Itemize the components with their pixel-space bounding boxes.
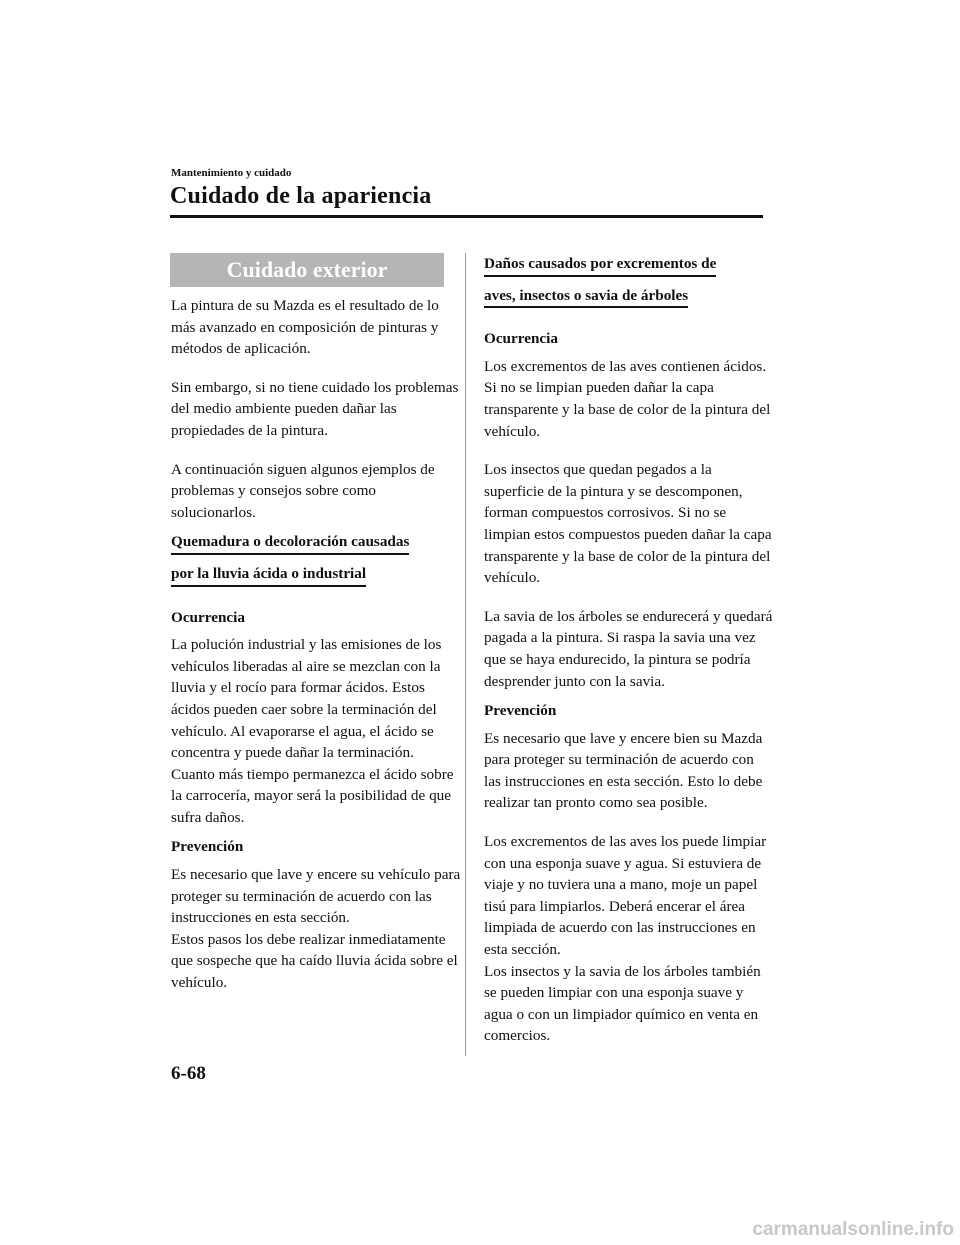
acid-rain-occurrence-text-1: La polución industrial y las emisiones de los vehículos liberadas al aire se mezclan con la lluvia y el rocío para formar ácidos. Estos ácidos pueden caer sobre la terminación del vehículo. Al evaporarse el agua, el ácido se concentra y puede dañar la terminación. xyxy=(171,636,442,762)
intro-paragraph-2: Sin embargo, si no tiene cuidado los problemas del medio ambiente pueden dañar las propiedades de la pintura. xyxy=(171,378,459,439)
acid-rain-occurrence-text-2: Cuanto más tiempo permanezca el ácido sobre la carrocería, mayor será la posibilidad de que sufra daños. xyxy=(171,765,454,826)
page-number: 6-68 xyxy=(171,1063,206,1084)
droppings-occurrence-paragraph-3: La savia de los árboles se endurecerá y quedará pagada a la pintura. Si raspa la savia una vez que se haya endurecido, la pintura se podría desprender junto con la savia. xyxy=(484,607,773,690)
droppings-prevention-text-3: Los insectos y la savia de los árboles también se pueden limpiar con una esponja suave y agua o con un limpiador químico en venta en comercios. xyxy=(484,962,761,1045)
droppings-heading xyxy=(484,253,774,316)
acid-rain-occurrence-label: Ocurrencia xyxy=(171,608,245,626)
acid-rain-prevention-label: Prevención xyxy=(171,838,244,856)
section-banner: Cuidado exterior xyxy=(170,253,444,287)
droppings-heading-line-1: Daños causados por excrementos de xyxy=(484,253,716,277)
droppings-occurrence-label: Ocurrencia xyxy=(484,330,558,348)
droppings-heading-line-2: aves, insectos o savia de árboles xyxy=(484,285,688,309)
droppings-prevention-text-1: Es necesario que lave y encere bien su Mazda para proteger su terminación de acuerdo con las instrucciones en esta sección. Esto lo debe realizar tan pronto como sea posible. xyxy=(484,729,763,812)
acid-rain-prevention-text-2: Estos pasos los debe realizar inmediatamente que sospeche que ha caído lluvia ácida sobre el vehículo. xyxy=(171,930,458,992)
acid-rain-heading xyxy=(171,531,461,594)
column-divider xyxy=(465,253,466,1056)
intro-paragraph-3: A continuación siguen algunos ejemplos de problemas y consejos sobre como solucionarlos. xyxy=(171,460,435,521)
droppings-occurrence-paragraph-2: Los insectos que quedan pegados a la superficie de la pintura y se descomponen, forman compuestos corrosivos. Si no se limpian estos compuestos pueden dañar la capa transparente y la base de color de la pintura del vehículo. xyxy=(484,461,772,587)
acid-rain-heading-line-2: por la lluvia ácida o industrial xyxy=(171,563,366,587)
intro-paragraph-1: La pintura de su Mazda es el resultado de lo más avanzado en composición de pinturas y métodos de aplicación. xyxy=(171,297,439,358)
right-column xyxy=(484,253,774,1047)
droppings-prevention-text-2: Los excrementos de las aves los puede limpiar con una esponja suave y agua. Si estuviera de viaje y no tuviera una a mano, moje un papel tisú para limpiarlos. Deberá encerar el área limpiada de acuerdo con las instrucciones en esta sección. xyxy=(484,833,767,959)
header-section-label: Mantenimiento y cuidado xyxy=(171,167,292,179)
header-rule xyxy=(170,215,763,218)
page-title: Cuidado de la apariencia xyxy=(170,183,432,209)
droppings-occurrence-paragraph-1: Los excrementos de las aves contienen ácidos. Si no se limpian pueden dañar la capa transparente y la base de color de la pintura del vehículo. xyxy=(484,357,771,440)
acid-rain-prevention-text-1: Es necesario que lave y encere su vehículo para proteger su terminación de acuerdo con las instrucciones en esta sección. xyxy=(171,866,461,927)
droppings-prevention-label: Prevención xyxy=(484,702,557,720)
watermark: carmanualsonline.info xyxy=(752,1219,954,1240)
acid-rain-heading-line-1: Quemadura o decoloración causadas xyxy=(171,531,409,555)
left-column xyxy=(171,253,461,994)
